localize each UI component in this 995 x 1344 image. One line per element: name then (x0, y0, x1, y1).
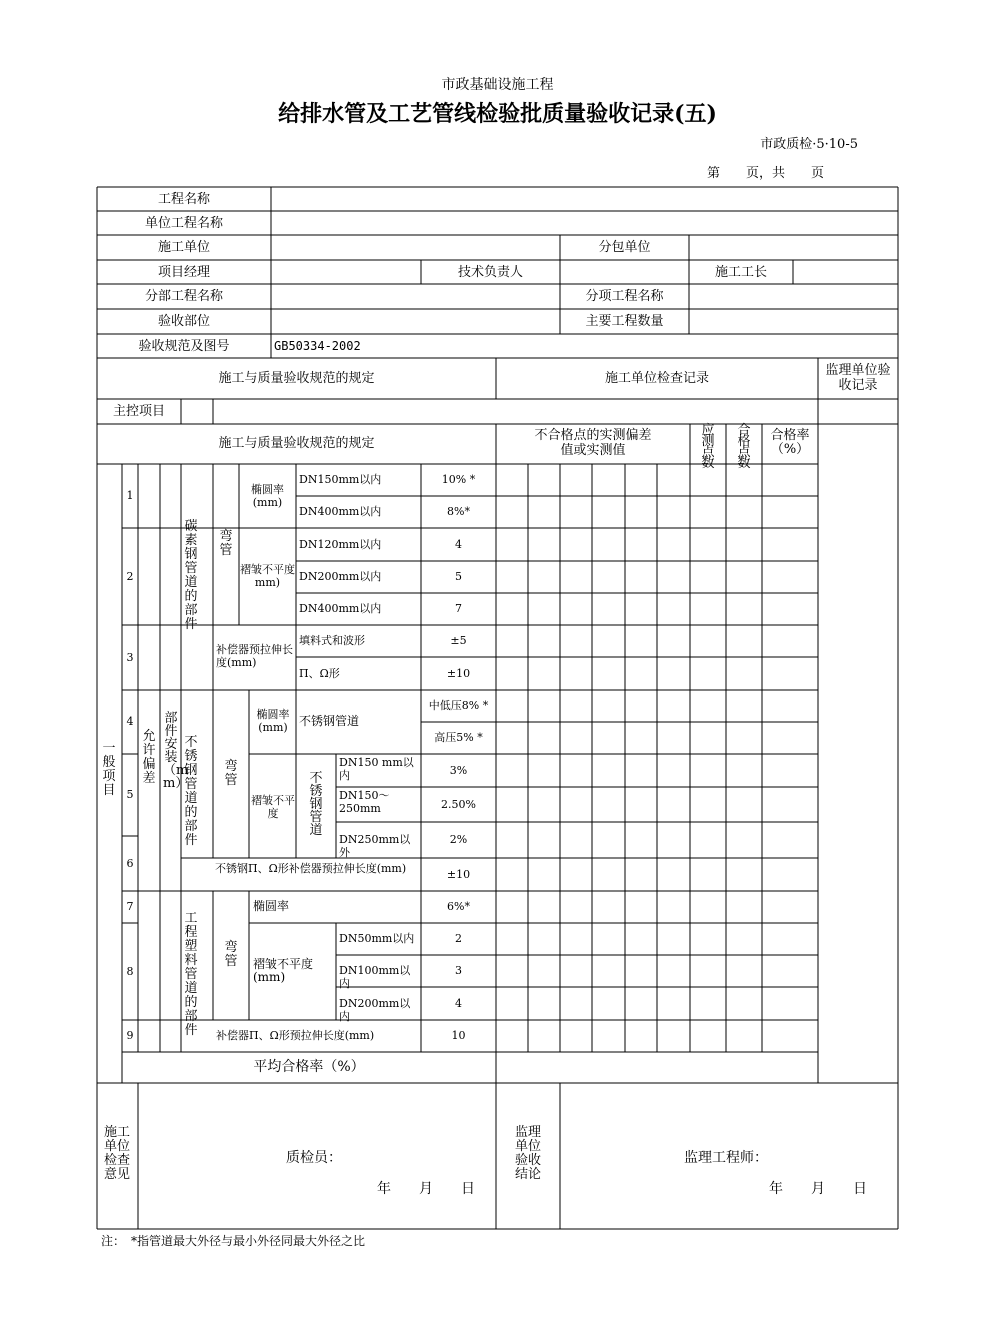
ovality-label-3: 椭圆率 (253, 899, 290, 913)
stainless-label: 不锈钢管道的部件 (184, 735, 198, 848)
row-number: 3 (126, 650, 134, 664)
row-item: DN50mm以内 (339, 932, 415, 945)
row-number: 8 (126, 964, 134, 978)
row-allowed-value: 高压5% * (434, 731, 483, 744)
row-number: 1 (126, 489, 134, 502)
record-header: 施工单位检查记录 (604, 371, 709, 386)
row-allowed-value: ±10 (446, 867, 471, 881)
stainless-pipe-label: 不锈钢管道 (299, 714, 360, 728)
inspector-label: 质检员： (286, 1150, 342, 1166)
row-number: 7 (126, 900, 134, 913)
spec-header: 施工与质量验收规范的规定 (218, 371, 375, 386)
bend-label-3: 弯管 (224, 940, 238, 969)
general-items-label: 一般项目 (102, 741, 116, 798)
row-item: DN150～250mm (339, 789, 390, 815)
carbon-steel-label: 碳素钢管道的部件 (184, 519, 198, 632)
ovality-label-2: 椭圆率(mm) (256, 708, 290, 734)
bend-label-2: 弯管 (224, 759, 238, 788)
row-item: DN150mm以内 (299, 473, 382, 486)
compensator-label: 补偿器预拉伸长度(mm) (216, 643, 293, 669)
date-supervisor: 年 月 日 (769, 1181, 867, 1197)
supervisor-engineer-label: 监理工程师： (684, 1150, 768, 1166)
label-foreman: 施工工长 (714, 265, 767, 280)
row-allowed-value: 中低压8% * (428, 699, 489, 712)
main-control-label: 主控项目 (112, 404, 165, 419)
row-allowed-value: 10 (451, 1029, 466, 1042)
row-number: 4 (126, 715, 134, 728)
allowable-label: 允许偏差 (142, 729, 156, 786)
row-item: DN150 mm以内 (339, 756, 414, 782)
average-pass-rate-label: 平均合格率（%） (253, 1059, 365, 1075)
label-subitem-name: 分项工程名称 (585, 289, 664, 304)
row-number: 9 (126, 1029, 134, 1042)
row-allowed-value: 3 (455, 964, 462, 977)
row-item: DN200mm以内 (339, 996, 411, 1023)
row-number: 6 (126, 856, 134, 870)
date-construction: 年 月 日 (377, 1181, 475, 1197)
row-allowed-value: 4 (455, 537, 462, 551)
row-item: Π、Ω形 (299, 666, 340, 680)
stainless-pipe-label-2: 不锈钢管道 (309, 771, 323, 838)
wrinkle-label-3: 褶皱不平度(mm) (253, 957, 314, 984)
row-allowed-value: 2.50% (441, 797, 476, 811)
row-item: DN250mm以外 (339, 833, 411, 859)
page-title: 给排水管及工艺管线检验批质量验收记录(五) (278, 101, 717, 127)
label-construction-unit: 施工单位 (157, 240, 210, 255)
org-name: 市政基础设施工程 (441, 77, 554, 93)
plastic-label: 工程塑料管道的部件 (184, 911, 198, 1038)
row-item: DN100mm以内 (339, 964, 411, 990)
label-division-name: 分部工程名称 (144, 289, 223, 304)
row-allowed-value: 6%* (447, 900, 470, 913)
bend-label-1: 弯管 (219, 529, 233, 558)
wrinkle-label-2: 褶皱不平度 (251, 794, 295, 820)
wrinkle-label: 褶皱不平度mm) (240, 563, 295, 589)
row-allowed-value: 8%* (447, 505, 470, 518)
label-unit-project: 单位工程名称 (144, 216, 223, 231)
row-item: DN120mm以内 (299, 537, 382, 551)
measured-points-header: 应测点数 (701, 423, 715, 471)
pass-rate-header: 合格率（%） (770, 428, 810, 457)
row-allowed-value: 10% * (441, 473, 476, 486)
label-main-quantity: 主要工程数量 (585, 314, 664, 329)
label-spec: 验收规范及图号 (138, 339, 230, 354)
supervisor-conclusion-label: 监理单位验收结论 (514, 1125, 541, 1182)
supervisor-header: 监理单位验收记录 (825, 363, 891, 393)
row-item: DN400mm以内 (299, 505, 382, 518)
row-item: 填料式和波形 (299, 634, 365, 647)
row-number: 2 (126, 569, 134, 583)
row-allowed-value: 2 (455, 932, 462, 945)
plastic-compensator-label: 补偿器Π、Ω形预拉伸长度(mm) (216, 1029, 375, 1042)
spec-header-2: 施工与质量验收规范的规定 (218, 436, 375, 451)
row-allowed-value: 2% (449, 833, 468, 846)
row-item: DN400mm以内 (299, 602, 382, 615)
deviation-header: 不合格点的实测偏差值或实测值 (534, 428, 652, 458)
row-allowed-value: ±10 (446, 666, 471, 680)
label-technical-lead: 技术负责人 (457, 265, 523, 280)
construction-opinion-label: 施工单位检查意见 (103, 1125, 130, 1182)
label-inspection-part: 验收部位 (157, 314, 210, 329)
row-allowed-value: 7 (455, 602, 462, 615)
row-allowed-value: 5 (455, 570, 462, 583)
qualified-points-header: 合格点数 (737, 423, 751, 471)
ovality-label: 椭圆率(mm) (251, 483, 284, 509)
page-indicator: 第 页，共 页 (707, 166, 825, 181)
ss-compensator-label: 不锈钢Π、Ω形补偿器预拉伸长度(mm) (215, 862, 407, 875)
label-subcontractor: 分包单位 (598, 240, 651, 255)
installation-label: 部件安装（mm） (163, 711, 189, 791)
row-item: DN200mm以内 (299, 570, 382, 583)
label-project-manager: 项目经理 (157, 265, 210, 280)
spec-value: GB50334-2002 (274, 339, 361, 353)
row-allowed-value: 3% (449, 763, 468, 777)
row-allowed-value: ±5 (450, 634, 467, 647)
row-allowed-value: 4 (455, 996, 462, 1010)
form-code: 市政质检·5·10-5 (760, 137, 858, 152)
row-number: 5 (126, 788, 134, 801)
label-project-name: 工程名称 (157, 192, 210, 207)
footnote: 注： *指管道最大外径与最小外径同最大外径之比 (101, 1234, 366, 1248)
